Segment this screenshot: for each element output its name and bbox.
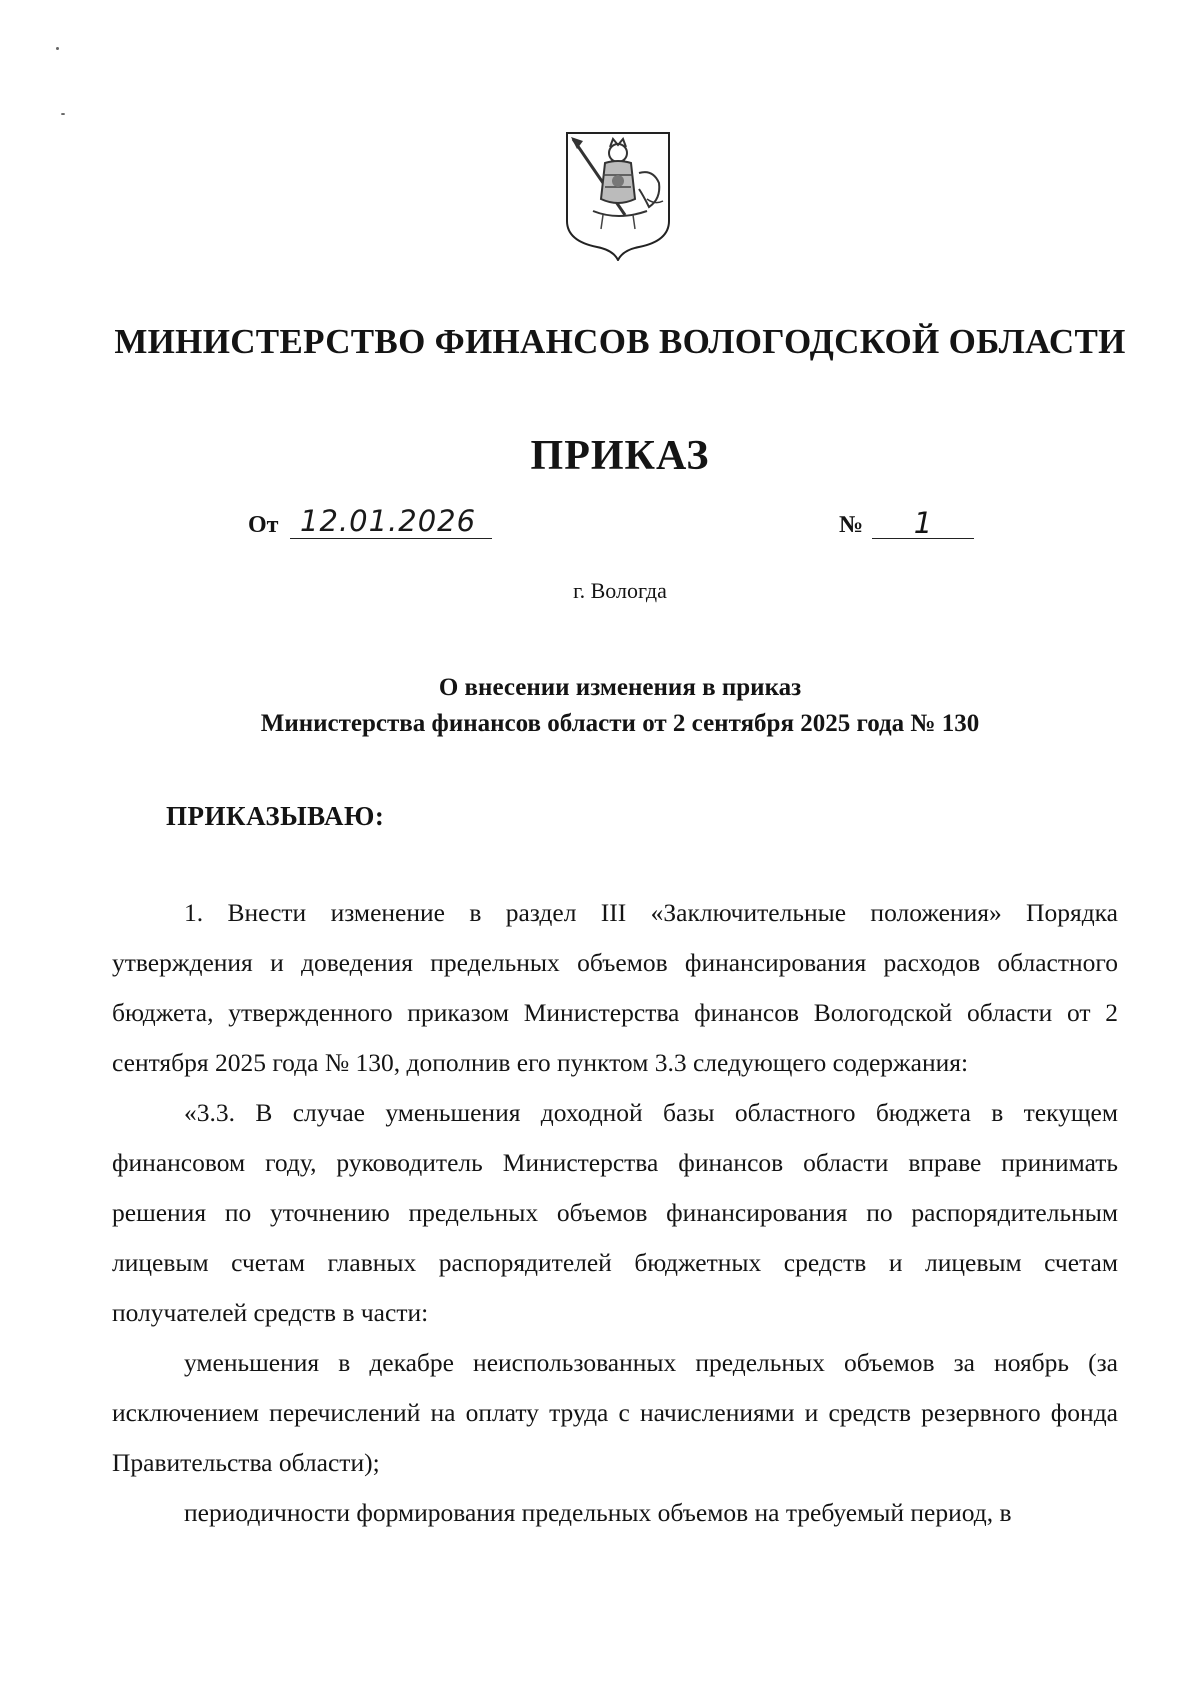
paragraph: периодичности формирования предельных объемов на требуемый период, в — [184, 1498, 1012, 1527]
scan-speck — [56, 47, 59, 50]
document-body — [112, 888, 1118, 1538]
paragraph: «3.3. В случае уменьшения доходной базы областного бюджета в текущем финансовом году, руководитель Министерства финансов области вправе принимать решения по уточнению предельных объемов финансирования по распорядительным лицевым счетам главных распорядителей бюджетных средств и лицевым счетам получателей средств в части: — [112, 1098, 1118, 1327]
date-label: От — [248, 512, 279, 538]
order-directive: ПРИКАЗЫВАЮ: — [166, 801, 385, 831]
subject-line: О внесении изменения в приказ — [438, 674, 802, 701]
subject-heading — [0, 670, 1200, 742]
subject-line: Министерства финансов области от 2 сентября 2025 года № 130 — [260, 710, 980, 737]
number-value: 1 — [872, 506, 974, 539]
date-value: 12.01.2026 — [290, 504, 492, 539]
scan-speck — [61, 113, 65, 115]
paragraph: уменьшения в декабре неиспользованных предельных объемов за ноябрь (за исключением перечислений на оплату труда с начислениями и средств резервного фонда Правительства области); — [112, 1348, 1118, 1477]
document-title: ПРИКАЗ — [530, 433, 710, 479]
ministry-name: МИНИСТЕРСТВО ФИНАНСОВ ВОЛОГОДСКОЙ ОБЛАСТИ — [114, 322, 1126, 361]
city: г. Вологда — [573, 578, 667, 603]
coat-of-arms-icon — [563, 129, 673, 261]
paragraph: 1. Внести изменение в раздел III «Заключительные положения» Порядка утверждения и доведения предельных объемов финансирования расходов областного бюджета, утвержденного приказом Министерства финансов Вологодской области от 2 сентября 2025 года № 130, дополнив его пунктом 3.3 следующего содержания: — [112, 898, 1118, 1077]
number-label: № — [839, 512, 864, 538]
